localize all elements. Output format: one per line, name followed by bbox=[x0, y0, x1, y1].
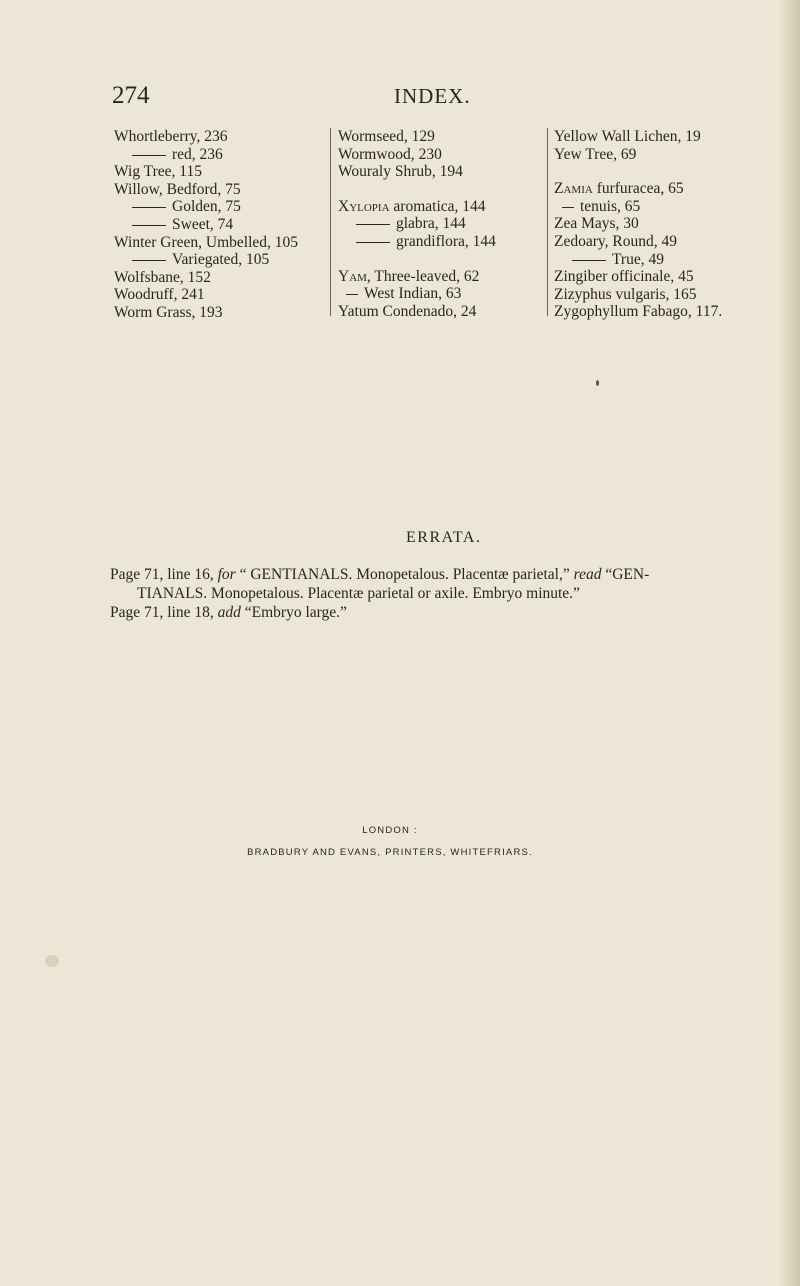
page-edge bbox=[778, 0, 800, 1286]
index-entry bbox=[338, 268, 548, 286]
index-entry bbox=[114, 198, 316, 216]
entry-page-number: 75 bbox=[225, 198, 241, 216]
index-entry bbox=[114, 146, 316, 164]
entry-name: Wig Tree, bbox=[114, 163, 176, 181]
index-column-2 bbox=[330, 128, 548, 320]
index-entry bbox=[114, 216, 316, 234]
entry-name: grandiflora, bbox=[396, 232, 469, 250]
entry-page-number: 62 bbox=[463, 267, 480, 285]
entry-name: red, bbox=[172, 145, 196, 163]
entry-page-number: 152 bbox=[187, 268, 211, 286]
index-entry bbox=[338, 285, 548, 303]
index-entry bbox=[338, 198, 548, 216]
index-entry bbox=[554, 268, 754, 286]
entry-name: Golden, bbox=[172, 198, 222, 216]
entry-name: Xylopia aromatica, bbox=[338, 197, 459, 215]
index-entry bbox=[554, 233, 754, 251]
index-entry bbox=[338, 146, 548, 164]
imprint-printers: BRADBURY AND EVANS, PRINTERS, WHITEFRIARS. bbox=[247, 847, 533, 858]
entry-name: Yatum Condenado, bbox=[338, 302, 457, 320]
entry-page-number: 241 bbox=[181, 286, 205, 304]
errata-entry-1 bbox=[110, 565, 720, 603]
index-entry bbox=[554, 146, 754, 164]
index-gap bbox=[338, 251, 548, 268]
entry-name: West Indian, bbox=[364, 285, 442, 303]
index-entry bbox=[114, 163, 316, 181]
ink-speck bbox=[596, 380, 599, 386]
entry-page-number: 194 bbox=[439, 163, 463, 181]
entry-name: Wormwood, bbox=[338, 145, 415, 163]
entry-name: tenuis, bbox=[580, 197, 621, 215]
index-column-1 bbox=[114, 128, 316, 322]
index-columns bbox=[114, 128, 734, 328]
entry-page-number: 24 bbox=[460, 302, 477, 320]
entry-page-number: 144 bbox=[462, 197, 486, 215]
ditto-dash bbox=[346, 294, 358, 295]
entry-name: Yew Tree, bbox=[554, 145, 618, 163]
entry-name: Sweet, bbox=[172, 215, 214, 233]
errata-line-continued: TIANALS. Monopetalous. Placentæ parietal or axile. Embryo minute.” bbox=[137, 585, 580, 602]
errata-heading: ERRATA. bbox=[406, 529, 482, 546]
entry-page-number: 105 bbox=[246, 251, 270, 269]
index-entry bbox=[554, 180, 754, 198]
index-entry bbox=[554, 251, 754, 269]
entry-name: Whortleberry, bbox=[114, 128, 201, 145]
entry-name: glabra, bbox=[396, 215, 439, 233]
entry-name: Zamia furfuracea, bbox=[554, 180, 665, 198]
index-gap bbox=[338, 181, 548, 198]
entry-page-number: 236 bbox=[204, 128, 228, 145]
entry-name: Zygophyllum Fabago, bbox=[554, 303, 692, 321]
entry-name: Willow, Bedford, bbox=[114, 180, 222, 198]
index-entry bbox=[114, 304, 316, 322]
entry-page-number: 65 bbox=[624, 197, 641, 215]
entry-name: Yam, Three-leaved, bbox=[338, 267, 461, 285]
index-entry bbox=[114, 128, 316, 146]
ditto-dash bbox=[132, 155, 166, 156]
entry-page-number: 117. bbox=[695, 303, 723, 321]
index-entry bbox=[338, 233, 548, 251]
ditto-dash bbox=[356, 224, 390, 225]
entry-name: Winter Green, Umbelled, bbox=[114, 233, 271, 251]
entry-name: Variegated, bbox=[172, 251, 243, 269]
entry-page-number: 236 bbox=[199, 145, 223, 163]
ink-speck bbox=[45, 955, 59, 967]
entry-name: Worm Grass, bbox=[114, 303, 196, 321]
index-entry bbox=[554, 128, 754, 146]
entry-page-number: 19 bbox=[685, 128, 701, 145]
entry-name: Zedoary, Round, bbox=[554, 232, 658, 250]
entry-page-number: 165 bbox=[673, 285, 697, 303]
page-number: 274 bbox=[112, 82, 150, 109]
entry-page-number: 75 bbox=[225, 180, 241, 198]
index-entry bbox=[554, 303, 754, 321]
ditto-dash bbox=[562, 207, 574, 208]
ditto-dash bbox=[132, 207, 166, 208]
entry-page-number: 30 bbox=[623, 215, 639, 233]
ditto-dash bbox=[572, 260, 606, 261]
entry-name: Woodruff, bbox=[114, 286, 178, 304]
index-entry bbox=[338, 215, 548, 233]
errata-line: Page 71, line 16, for “ GENTIANALS. Monopetalous. Placentæ parietal,” read “GEN- bbox=[110, 566, 650, 583]
entry-page-number: 65 bbox=[668, 180, 684, 198]
entry-page-number: 144 bbox=[442, 215, 466, 233]
index-entry bbox=[338, 303, 548, 321]
entry-page-number: 69 bbox=[620, 145, 637, 163]
index-entry bbox=[338, 163, 548, 181]
entry-page-number: 74 bbox=[217, 215, 234, 233]
errata-entry-2: Page 71, line 18, add “Embryo large.” bbox=[110, 604, 347, 621]
entry-page-number: 115 bbox=[179, 163, 202, 181]
imprint-city: LONDON : bbox=[362, 825, 418, 836]
entry-page-number: 193 bbox=[199, 303, 223, 321]
entry-page-number: 144 bbox=[472, 232, 496, 250]
index-gap bbox=[554, 163, 754, 180]
entry-name: Wormseed, bbox=[338, 128, 408, 145]
entry-page-number: 63 bbox=[445, 285, 462, 303]
entry-name: Yellow Wall Lichen, bbox=[554, 128, 682, 145]
entry-name: Zea Mays, bbox=[554, 215, 620, 233]
entry-name: Zingiber officinale, bbox=[554, 268, 675, 286]
entry-name: True, bbox=[612, 250, 645, 268]
entry-page-number: 45 bbox=[678, 268, 694, 286]
index-entry bbox=[114, 286, 316, 304]
index-entry bbox=[114, 269, 316, 287]
entry-page-number: 105 bbox=[274, 233, 299, 251]
page-header bbox=[112, 82, 752, 112]
index-entry bbox=[338, 128, 548, 146]
entry-page-number: 230 bbox=[418, 145, 442, 163]
entry-page-number: 49 bbox=[661, 232, 677, 250]
running-title: INDEX. bbox=[394, 84, 471, 108]
ditto-dash bbox=[356, 242, 390, 243]
entry-name: Zizyphus vulgaris, bbox=[554, 285, 670, 303]
index-entry bbox=[114, 251, 316, 269]
entry-page-number: 49 bbox=[648, 250, 664, 268]
index-entry bbox=[114, 234, 316, 252]
index-entry bbox=[554, 286, 754, 304]
index-column-3 bbox=[547, 128, 754, 321]
entry-page-number: 129 bbox=[411, 128, 435, 145]
index-entry bbox=[554, 215, 754, 233]
entry-name: Wolfsbane, bbox=[114, 268, 184, 286]
entry-name: Wouraly Shrub, bbox=[338, 163, 436, 181]
ditto-dash bbox=[132, 260, 166, 261]
index-entry bbox=[554, 198, 754, 216]
index-entry bbox=[114, 181, 316, 199]
ditto-dash bbox=[132, 225, 166, 226]
